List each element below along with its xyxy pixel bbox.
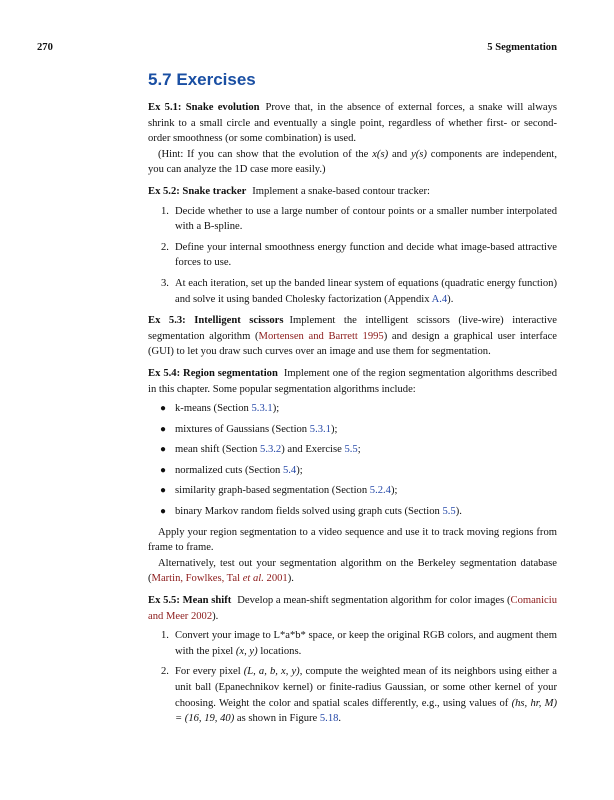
exercise-text: Develop a mean-shift segmentation algorithm for color images ( xyxy=(237,595,511,607)
list-item xyxy=(148,504,557,520)
exercise-title: Ex 5.3: Intelligent scissors xyxy=(148,315,284,327)
list-number: 1. xyxy=(161,630,169,642)
exercise-paragraph xyxy=(148,593,557,624)
list-item xyxy=(148,664,557,726)
math-y-of-s: y(s) xyxy=(411,148,427,160)
exercise-text: Implement the intelligent scissors (live-wire) interactive segmentation algorithm ( xyxy=(148,315,557,342)
list-item xyxy=(148,463,557,479)
exercise-hint xyxy=(148,147,557,178)
list-item-text: k-means (Section xyxy=(175,403,252,415)
list-item xyxy=(148,483,557,499)
page-number: 270 xyxy=(37,42,53,53)
exercise-text: Implement a snake-based contour tracker: xyxy=(252,185,430,197)
list-item-text: locations. xyxy=(257,645,302,657)
list-item xyxy=(148,628,557,659)
list-item xyxy=(148,240,557,271)
exercise-text: Alternatively, test out your segmentation algorithm on the Berkeley segmentation database ( xyxy=(148,557,557,585)
list-item-text: ); xyxy=(296,464,303,476)
citation-year: 2001 xyxy=(263,573,288,585)
exercise-text: Implement one of the region segmentation algorithms described in this chapter. Some popular segmentation algorithms include: xyxy=(148,367,558,395)
list-item xyxy=(148,401,557,417)
exercise-title: Ex 5.4: Region segmentation xyxy=(148,367,278,379)
list-item-text: normalized cuts (Section xyxy=(175,464,283,476)
list-item-text: ); xyxy=(390,485,398,497)
bullet-icon: ● xyxy=(160,403,167,415)
section-link[interactable]: 5.3.2 xyxy=(260,444,282,456)
exercise-title: Ex 5.5: Mean shift xyxy=(148,595,232,607)
figure-link[interactable]: 5.18 xyxy=(319,713,339,725)
list-item-text: similarity graph-based segmentation (Section xyxy=(175,485,370,497)
section-link[interactable]: 5.2.4 xyxy=(369,485,391,497)
exercise-5-3 xyxy=(148,313,557,360)
list-item xyxy=(148,442,557,458)
hint-text: (Hint: If you can show that the evolution of the xyxy=(158,148,373,160)
hint-text: components are independent, you can analyze the 1D case more easily.) xyxy=(148,148,557,176)
list-item-text: ). xyxy=(447,293,454,305)
math-x-of-s: x(s) xyxy=(372,148,389,160)
hint-text: and xyxy=(388,148,412,160)
list-number: 2. xyxy=(161,241,169,253)
citation-etal: et al. xyxy=(242,573,264,585)
list-item xyxy=(148,276,557,307)
numbered-list xyxy=(148,204,557,308)
exercise-5-2 xyxy=(148,184,557,307)
list-number: 1. xyxy=(161,205,169,217)
bullet-icon: ● xyxy=(160,485,167,497)
exercise-paragraph xyxy=(148,556,557,587)
exercise-paragraph xyxy=(148,313,557,360)
exercise-text: ). xyxy=(287,573,294,585)
exercise-paragraph xyxy=(148,100,557,147)
exercise-link[interactable]: 5.5 xyxy=(344,444,358,456)
list-item-text: ). xyxy=(455,506,462,518)
exercise-paragraph xyxy=(148,184,557,200)
section-link[interactable]: 5.5 xyxy=(442,506,456,518)
math-xy: (x, y) xyxy=(235,645,258,657)
list-item-text: as shown in Figure xyxy=(234,713,320,725)
bullet-icon: ● xyxy=(160,464,167,476)
exercise-paragraph: Apply your region segmentation to a video sequence and use it to track moving regions from frame to frame. xyxy=(148,526,557,554)
section-title: 5.7 Exercises xyxy=(148,70,256,89)
citation-link[interactable]: Mortensen and Barrett 1995 xyxy=(258,330,384,342)
list-item-text: Convert your image to L*a*b* space, or keep the original RGB colors, and augment them with the pixel xyxy=(175,630,557,657)
list-item-text: ; xyxy=(357,444,361,456)
list-item xyxy=(148,422,557,438)
list-item-text: binary Markov random fields solved using graph cuts (Section xyxy=(175,506,443,518)
exercise-text: ). xyxy=(212,610,219,622)
exercise-text: ) and design a graphical user interface (GUI) to let you draw such curves over an image and use them for segmentation. xyxy=(148,330,557,358)
page-body xyxy=(148,70,557,732)
list-item-text: ) and Exercise xyxy=(281,444,345,456)
exercise-paragraph xyxy=(148,366,557,397)
citation-link[interactable] xyxy=(152,573,288,584)
section-link[interactable]: 5.4 xyxy=(282,464,297,476)
exercise-text: Prove that, in the absence of external forces, a snake will always shrink to a small circle and eventually a single point, regardless of whether first- or second-order smoothness (or some combination) is used. xyxy=(148,102,557,145)
bullet-icon: ● xyxy=(160,506,167,518)
list-item-text: ); xyxy=(272,403,280,415)
math-parameter-values: (hs, hr, M) = (16, 19, 40) xyxy=(175,697,558,725)
list-number: 3. xyxy=(161,277,169,289)
section-link[interactable]: 5.3.1 xyxy=(251,403,273,415)
chapter-title: 5 Segmentation xyxy=(487,42,557,53)
math-pixel-tuple: (L, a, b, x, y) xyxy=(243,666,300,678)
list-item xyxy=(148,204,557,235)
list-item-text: . xyxy=(338,713,342,725)
list-item-text: Define your internal smoothness energy function and decide what image-based attractive forces to use. xyxy=(175,241,557,269)
exercise-title: Ex 5.2: Snake tracker xyxy=(148,185,247,197)
list-item-text: Decide whether to use a large number of contour points or a smaller number interpolated with a B-spline. xyxy=(175,205,557,233)
list-number: 2. xyxy=(161,666,169,678)
list-item-text: mixtures of Gaussians (Section xyxy=(175,423,310,435)
bullet-icon: ● xyxy=(160,444,167,456)
citation-authors: Martin, Fowlkes, Tal xyxy=(151,573,243,585)
section-link[interactable]: 5.3.1 xyxy=(309,423,331,435)
exercise-title: Ex 5.1: Snake evolution xyxy=(148,102,260,113)
list-item-text: , compute the weighted mean of its neighbors using either a unit ball (Epanechnikov kernel) or finite-radius Gaussian, or some other kernel of your choosing. Weight the color and spatial scales differently, e.g., using values of xyxy=(175,666,558,709)
bullet-icon: ● xyxy=(160,423,167,435)
appendix-link[interactable]: A.4 xyxy=(431,293,448,305)
citation-link[interactable]: Comaniciu and Meer 2002 xyxy=(148,595,557,622)
list-item-text: ); xyxy=(330,423,338,435)
list-item-text: mean shift (Section xyxy=(175,444,261,456)
list-item-text: For every pixel xyxy=(175,666,244,678)
numbered-list xyxy=(148,628,557,727)
exercise-5-5 xyxy=(148,593,557,727)
exercise-5-4 xyxy=(148,366,557,587)
exercise-5-1 xyxy=(148,100,557,178)
list-item-text: At each iteration, set up the banded linear system of equations (quadratic energy function) and solve it using banded Cholesky factorization (Appendix xyxy=(175,277,557,305)
bullet-list xyxy=(148,401,557,520)
